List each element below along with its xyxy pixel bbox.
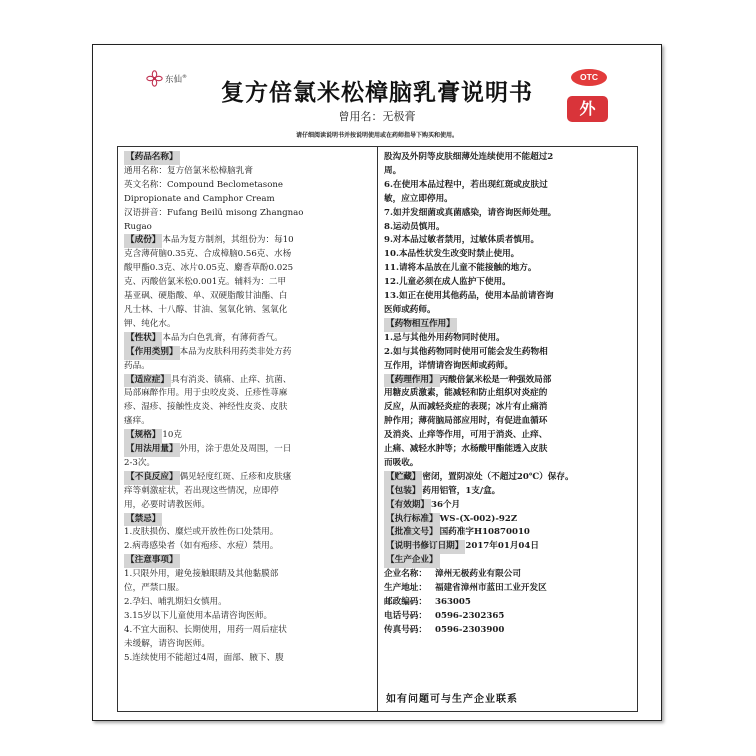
section-heading: 【有效期】 bbox=[384, 499, 431, 513]
field-value: 福建省漳州市蓝田工业开发区 bbox=[434, 583, 547, 594]
section-heading: 【包装】 bbox=[384, 485, 422, 499]
contact-footer: 如有问题可与生产企业联系 bbox=[386, 694, 518, 706]
section-heading: 【不良反应】 bbox=[124, 471, 180, 485]
text-line: 10克 bbox=[162, 430, 182, 441]
section-heading: 【性状】 bbox=[124, 332, 162, 346]
section-heading: 【适应症】 bbox=[124, 374, 171, 388]
field-value: 0596-2302365 bbox=[434, 610, 505, 621]
text-line: 药用铝管，1支/盒。 bbox=[422, 485, 501, 496]
section-heading: 【药理作用】 bbox=[384, 374, 440, 388]
text-line: 密闭，置阴凉处（不超过20℃）保存。 bbox=[422, 471, 574, 482]
otc-badge: OTC bbox=[571, 69, 607, 86]
text-line: 克、丙酸倍氯米松0.001克。辅料为：二甲 bbox=[124, 277, 287, 288]
section-heading: 【贮藏】 bbox=[384, 471, 422, 485]
text-line: 用，必要时请教医师。 bbox=[124, 499, 210, 510]
field-label: 企业名称： bbox=[384, 569, 427, 580]
text-line: 具有消炎、镇痛、止痒、抗菌、 bbox=[170, 374, 292, 385]
text-line: 10.本品性状发生改变时禁止使用。 bbox=[384, 249, 520, 260]
section-heading: 【说明书修订日期】 bbox=[384, 540, 465, 554]
section-heading: 【作用类别】 bbox=[124, 346, 180, 360]
former-name: 曾用名：无极膏 bbox=[338, 110, 416, 123]
text-line: 12.儿童必须在成人监护下使用。 bbox=[384, 277, 511, 288]
text-line: 互作用，详情请咨询医师或药师。 bbox=[384, 360, 513, 371]
section-heading: 【执行标准】 bbox=[384, 513, 440, 527]
section-heading: 【用法用量】 bbox=[124, 443, 180, 457]
text-line: 6.在使用本品过程中，若出现红斑或皮肤过 bbox=[384, 179, 548, 190]
text-line: 克含薄荷脑0.35克、合成樟脑0.56克、水杨 bbox=[124, 249, 292, 260]
text-line: 肿作用；薄荷脑局部应用时，有促进血循环 bbox=[384, 416, 548, 427]
text-line: 2017年01月04日 bbox=[465, 541, 539, 552]
section-heading: 【药品名称】 bbox=[124, 151, 180, 165]
text-line: 位，严禁口服。 bbox=[124, 583, 185, 594]
document-title: 复方倍氯米松樟脑乳膏说明书 bbox=[221, 79, 533, 106]
text-line: 外用，涂于患处及周围，一日 bbox=[179, 444, 292, 455]
text-line: 局部麻醉作用。用于虫咬皮炎、丘疹性荨麻 bbox=[124, 388, 288, 399]
text-line: 国药准字H10870010 bbox=[439, 527, 530, 538]
text-line: 汉语拼音：Fufang Beilü misong Zhangnao bbox=[124, 207, 304, 218]
text-line: 本品为皮肤科用药类非处方药 bbox=[179, 346, 292, 357]
text-line: 未缓解，请咨询医师。 bbox=[124, 638, 210, 649]
text-line: Dipropionate and Camphor Cream bbox=[124, 193, 275, 204]
content-box bbox=[117, 146, 638, 712]
text-line: 基亚砜、硬脂酸、单、双硬脂酸甘油酯、白 bbox=[124, 291, 288, 302]
text-line: 5.连续使用不能超过4周，面部、腋下、腹 bbox=[124, 652, 284, 663]
section-heading: 【注意事项】 bbox=[124, 554, 180, 568]
text-line: 11.请将本品放在儿童不能接触的地方。 bbox=[384, 263, 537, 274]
text-line: 36个月 bbox=[430, 499, 461, 510]
field-value: 漳州无极药业有限公司 bbox=[434, 569, 521, 580]
text-line: 4.不宜大面积、长期使用，用药一周后症状 bbox=[124, 624, 287, 635]
text-line: 本品为白色乳膏，有薄荷香气。 bbox=[162, 332, 283, 343]
field-value: 363005 bbox=[434, 597, 471, 607]
text-line: 酸甲酯0.3克、冰片0.05克、麝香草酚0.025 bbox=[124, 263, 294, 274]
text-line: 7.如并发细菌或真菌感染，请咨询医师处理。 bbox=[384, 207, 557, 218]
usage-notice: 请仔细阅读说明书并按说明使用或在药师指导下购买和使用。 bbox=[295, 132, 458, 139]
brand-name: 东仙® bbox=[165, 73, 188, 85]
text-line: 1.忌与其他外用药物同时使用。 bbox=[384, 332, 505, 343]
text-line: 钾、纯化水。 bbox=[124, 318, 176, 329]
text-line: 2-3次。 bbox=[124, 457, 156, 468]
text-line: 英文名称：Compound Beclometasone bbox=[124, 179, 283, 190]
text-line: 1.只限外用，避免接触眼睛及其他黏膜部 bbox=[124, 569, 279, 580]
left-column bbox=[118, 147, 378, 711]
section-heading: 【规格】 bbox=[124, 429, 162, 443]
field-value: 0596-2303900 bbox=[434, 624, 505, 635]
text-line: 疹、湿疹、接触性皮炎、神经性皮炎、皮肤 bbox=[124, 402, 288, 413]
text-line: 13.如正在使用其他药品，使用本品前请咨询 bbox=[384, 291, 554, 302]
text-line: 通用名称：复方倍氯米松樟脑乳膏 bbox=[124, 165, 253, 176]
leaflet-sheet bbox=[92, 44, 662, 721]
text-line: 用糖皮质激素，能减轻和防止组织对炎症的 bbox=[384, 388, 548, 399]
text-line: 凡士林、十八醇、甘油、氢氧化钠、氢氧化 bbox=[124, 304, 288, 315]
external-use-badge: 外 bbox=[567, 96, 608, 122]
section-heading: 【批准文号】 bbox=[384, 526, 440, 540]
field-label: 传真号码： bbox=[384, 624, 427, 635]
text-line: 瘙痒。 bbox=[124, 416, 150, 427]
field-label: 邮政编码： bbox=[384, 597, 427, 607]
text-line: 而吸收。 bbox=[384, 457, 419, 468]
text-line: 周。 bbox=[384, 165, 402, 176]
text-line: 本品为复方制剂，其组份为：每10 bbox=[162, 235, 294, 246]
text-line: Rugao bbox=[124, 221, 152, 232]
section-heading: 【生产企业】 bbox=[384, 554, 440, 568]
text-line: 8.运动员慎用。 bbox=[384, 221, 445, 232]
text-line: 股沟及外阴等皮肤细薄处连续使用不能超过2 bbox=[384, 152, 554, 162]
text-line: 反应，从而减轻炎症的表现；冰片有止痛消 bbox=[384, 402, 548, 413]
text-line: 3.15岁以下儿童使用本品请咨询医师。 bbox=[124, 610, 273, 621]
text-line: 敏，应立即停用。 bbox=[384, 193, 453, 204]
text-line: WS-(X-002)-92Z bbox=[439, 513, 518, 524]
text-line: 药品。 bbox=[124, 360, 150, 371]
text-line: 痒等刺激症状，若出现这些情况，应即停 bbox=[124, 485, 279, 496]
field-label: 电话号码： bbox=[384, 610, 427, 621]
section-heading: 【禁忌】 bbox=[124, 513, 162, 527]
text-line: 2.如与其他药物同时使用可能会发生药物相 bbox=[384, 346, 548, 357]
text-line: 2.病毒感染者（如有疱疹、水痘）禁用。 bbox=[124, 541, 279, 552]
section-heading: 【成份】 bbox=[124, 234, 162, 248]
text-line: 止痛、减轻水肿等；水杨酸甲酯能透入皮肤 bbox=[384, 444, 548, 455]
right-column bbox=[378, 147, 638, 711]
text-line: 丙酸倍氯米松是一种强效局部 bbox=[439, 374, 552, 385]
text-line: 医师或药师。 bbox=[384, 304, 436, 315]
section-heading: 【药物相互作用】 bbox=[384, 318, 457, 332]
text-line: 及消炎、止痒等作用，可用于消炎、止痒、 bbox=[384, 430, 548, 441]
text-line: 2.孕妇、哺乳期妇女慎用。 bbox=[124, 597, 227, 607]
field-label: 生产地址： bbox=[384, 583, 427, 594]
text-line: 9.对本品过敏者禁用，过敏体质者慎用。 bbox=[384, 235, 540, 246]
text-line: 1.皮肤损伤、糜烂或开放性伤口处禁用。 bbox=[124, 527, 279, 538]
text-line: 偶见轻度红斑、丘疹和皮肤瘙 bbox=[179, 471, 292, 482]
